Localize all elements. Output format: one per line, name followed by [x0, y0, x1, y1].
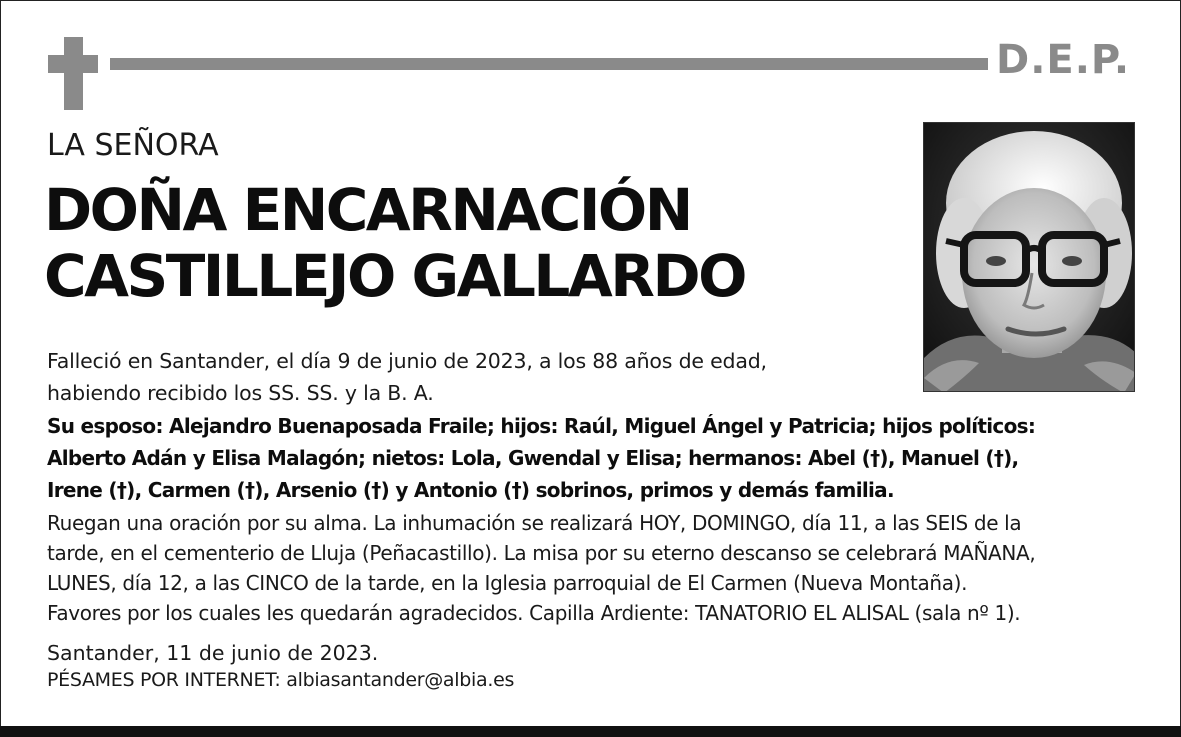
- email-link[interactable]: albiasantander@albia.es: [286, 669, 515, 691]
- dep-initials: D.E.P.: [996, 37, 1131, 83]
- name-line-1: DOÑA ENCARNACIÓN: [44, 176, 691, 244]
- online-label: PÉSAMES POR INTERNET:: [47, 669, 281, 691]
- details-line: habiendo recibido los SS. SS. y la B. A.: [47, 381, 434, 405]
- bottom-border: [0, 726, 1181, 737]
- ceremony-line: LUNES, día 12, a las CINCO de la tarde, en la Iglesia parroquial de El Carmen (Nueva Montaña).: [47, 571, 968, 595]
- family-line: Irene (†), Carmen (†), Arsenio (†) y Antonio (†) sobrinos, primos y demás familia.: [47, 478, 894, 502]
- cross-icon: [64, 37, 83, 110]
- ceremony-line: tarde, en el cementerio de Lluja (Peñacastillo). La misa por su eterno descanso se celebrará MAÑANA,: [47, 541, 1036, 565]
- ceremony-line: Ruegan una oración por su alma. La inhumación se realizará HOY, DOMINGO, día 11, a las SEIS de la: [47, 511, 1022, 535]
- honorific-title: LA SEÑORA: [47, 128, 219, 163]
- death-details: [47, 345, 767, 409]
- ceremony-info: [47, 508, 1035, 628]
- condolences-online: [47, 664, 514, 696]
- family-line: Su esposo: Alejandro Buenaposada Fraile; hijos: Raúl, Miguel Ángel y Patricia; hijos políticos:: [47, 414, 1036, 438]
- portrait-photo: [923, 122, 1135, 392]
- deceased-name: [44, 178, 745, 310]
- family-list: [47, 410, 1035, 506]
- family-line: Alberto Adán y Elisa Malagón; nietos: Lola, Gwendal y Elisa; hermanos: Abel (†), Manuel (†),: [47, 446, 1019, 470]
- ceremony-line: Favores por los cuales les quedarán agradecidos. Capilla Ardiente: TANATORIO EL ALISAL (sala nº 1).: [47, 601, 1021, 625]
- dateline: Santander, 11 de junio de 2023.: [47, 641, 379, 665]
- name-line-2: CASTILLEJO GALLARDO: [44, 242, 745, 310]
- cross-icon-arm: [48, 55, 98, 73]
- details-line: Falleció en Santander, el día 9 de junio de 2023, a los 88 años de edad,: [47, 349, 767, 373]
- portrait-illustration: [924, 123, 1135, 392]
- header-rule: [110, 58, 988, 70]
